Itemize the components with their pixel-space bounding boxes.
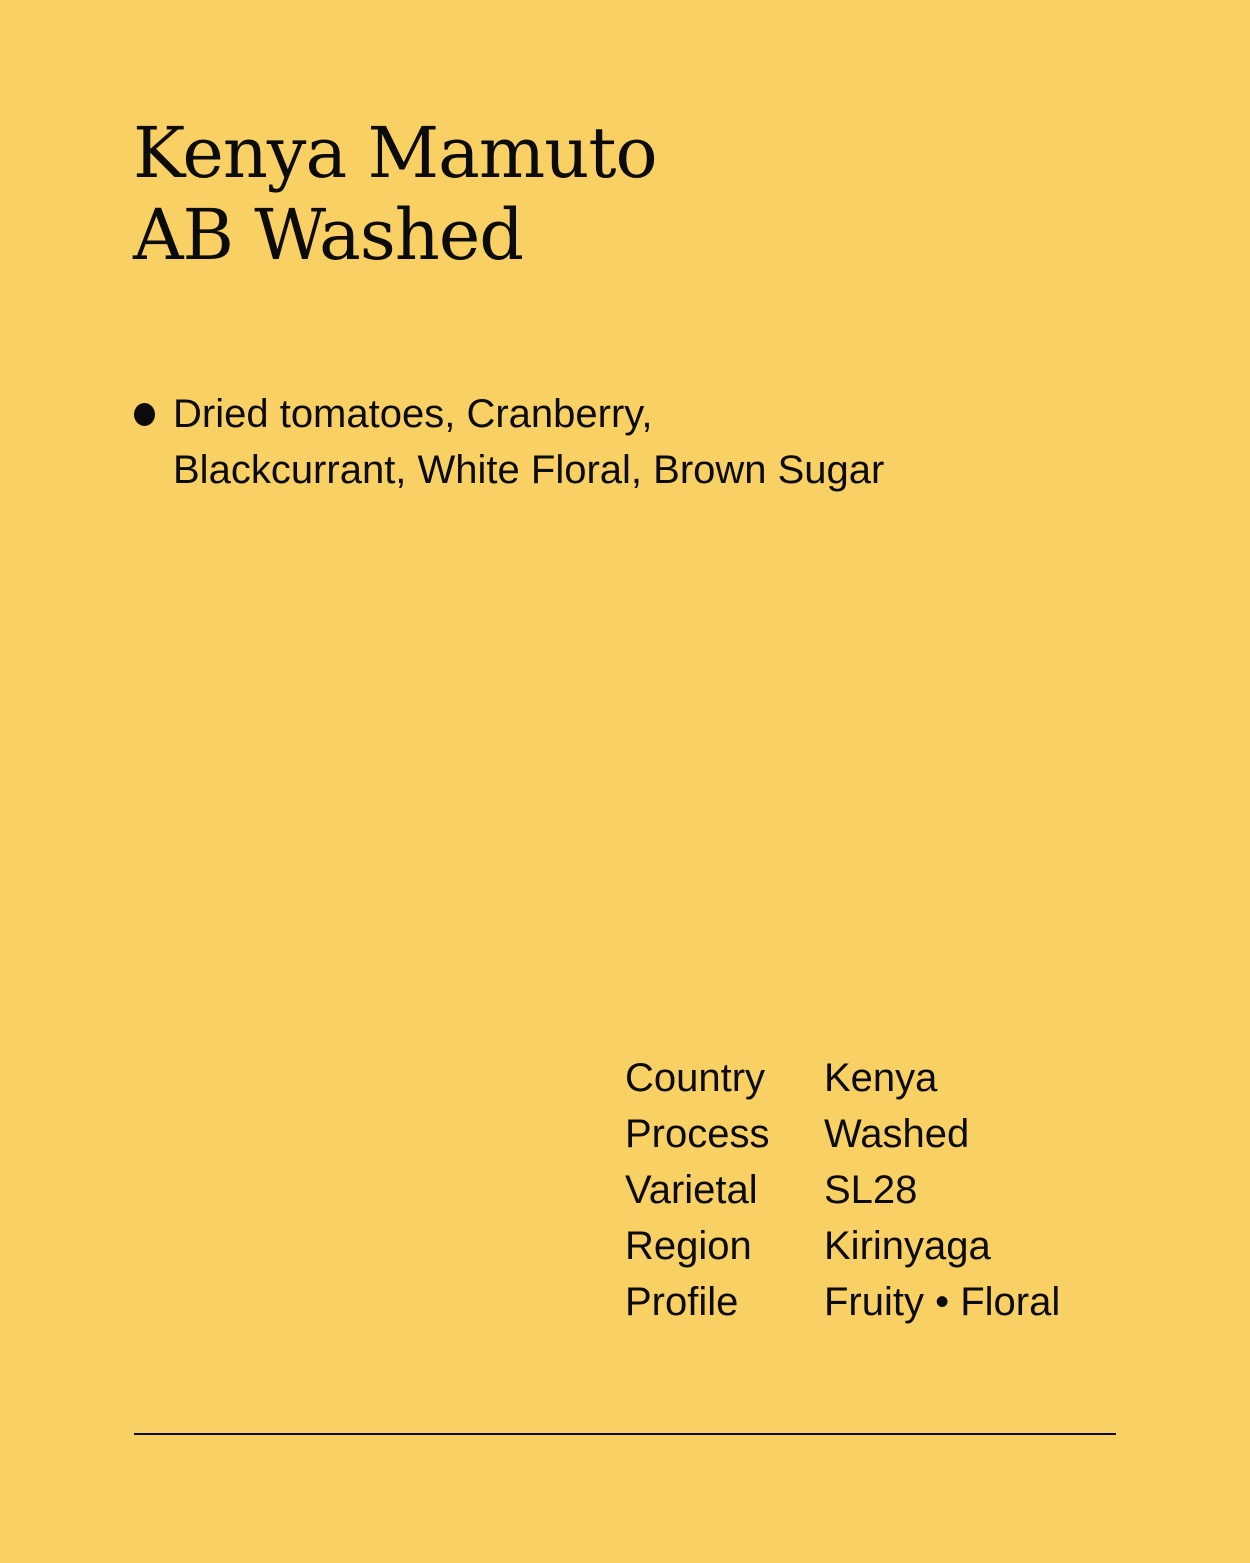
detail-value: Kenya [824, 1056, 938, 1100]
detail-row-process [625, 1106, 1060, 1162]
detail-value: SL28 [824, 1168, 918, 1212]
detail-label: Process [625, 1112, 770, 1156]
detail-label: Country [625, 1056, 766, 1100]
tasting-notes-line-1: Dried tomatoes, Cranberry, [173, 392, 653, 436]
detail-row-profile [625, 1274, 1060, 1330]
tasting-notes-line-2: Blackcurrant, White Floral, Brown Sugar [173, 448, 885, 492]
detail-label: Profile [625, 1280, 739, 1324]
detail-value: Fruity • Floral [824, 1280, 1061, 1324]
detail-value: Kirinyaga [824, 1224, 991, 1268]
tasting-notes-text [173, 386, 884, 498]
product-title [133, 112, 657, 276]
detail-row-country [625, 1050, 1060, 1106]
detail-label: Region [625, 1224, 752, 1268]
detail-row-varietal [625, 1162, 1060, 1218]
detail-value: Washed [824, 1112, 970, 1156]
product-title-line-1: Kenya Mamuto [133, 112, 657, 194]
tasting-notes [134, 386, 1034, 498]
bullet-dot-icon [134, 403, 155, 426]
detail-row-region [625, 1218, 1060, 1274]
product-title-line-2: AB Washed [133, 194, 524, 276]
details-table [625, 1050, 1060, 1330]
bottom-divider [134, 1433, 1116, 1435]
detail-label: Varietal [625, 1168, 758, 1212]
